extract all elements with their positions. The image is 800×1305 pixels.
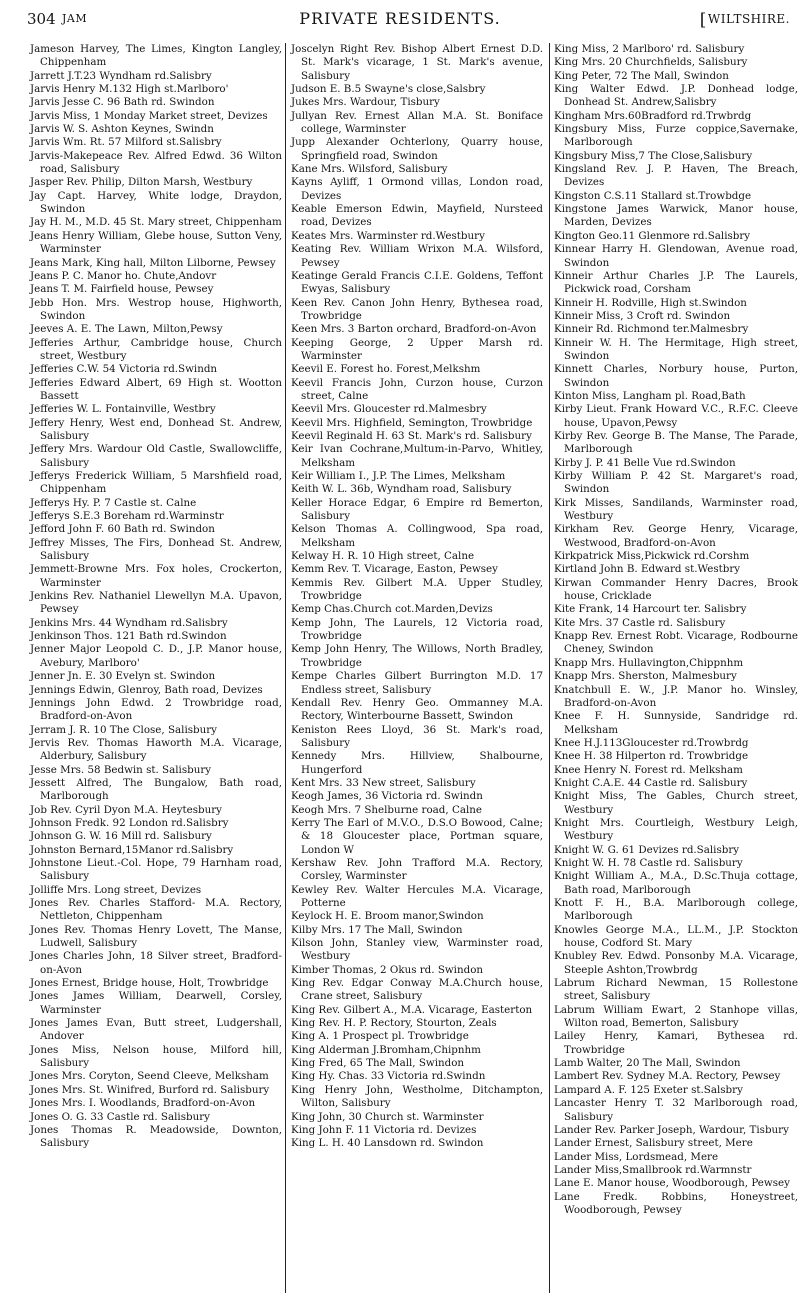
resident-entry: Jay H. M., M.D. 45 St. Mary street, Chippenham xyxy=(30,216,282,229)
resident-entry: Jeans P. C. Manor ho. Chute,Andovr xyxy=(30,269,217,282)
resident-entry: Kinnett Charles, Norbury house, Purton, Swindon xyxy=(554,363,798,389)
resident-entry: Keogh James, 36 Victoria rd. Swindn xyxy=(291,790,483,803)
resident-entry: Jay Capt. Harvey, White lodge, Draydon, Swindon xyxy=(30,189,282,216)
resident-entry: Jolliffe Mrs. Long street, Devizes xyxy=(30,883,202,896)
resident-entry: Jerram J. R. 10 The Close, Salisbury xyxy=(30,723,217,736)
resident-entry: Jones Rev. Charles Stafford- M.A. Rectory, Nettleton, Chippenham xyxy=(30,897,282,923)
resident-entry: Jeffery Henry, West end, Donhead St. Andrew, Salisbury xyxy=(30,416,282,442)
resident-entry: Kennedy Mrs. Hillview, Shalbourne, Hungerford xyxy=(291,750,543,776)
resident-entry: Johnstone Lieut.-Col. Hope, 79 Harnham road, Salisbury xyxy=(30,856,282,883)
resident-entry: Kemp John Henry, The Willows, North Bradley, Trowbridge xyxy=(291,643,543,669)
resident-entry: Kirk Misses, Sandilands, Warminster road, Westbury xyxy=(554,496,798,523)
resident-entry: Jones Mrs. I. Woodlands, Bradford-on-Avon xyxy=(30,1097,256,1110)
resident-entry: Lane Fredk. Robbins, Honeystreet, Woodborough, Pewsey xyxy=(554,1190,798,1216)
resident-entry: Lancaster Henry T. 32 Marlborough road, Salisbury xyxy=(554,1097,798,1123)
resident-entry: Knubley Rev. Edwd. Ponsonby M.A. Vicarage, Steeple Ashton,Trowbrdg xyxy=(554,950,798,976)
resident-entry: Jennings Edwin, Glenroy, Bath road, Devizes xyxy=(30,683,263,696)
resident-entry: Keevil Reginald H. 63 St. Mark's rd. Salisbury xyxy=(291,429,532,442)
resident-entry: Lamb Walter, 20 The Mall, Swindon xyxy=(554,1057,741,1070)
resident-entry: Knapp Rev. Ernest Robt. Vicarage, Rodbourne Cheney, Swindon xyxy=(554,630,798,656)
resident-entry: Kingston C.S.11 Stallard st.Trowbdge xyxy=(554,189,752,202)
resident-entry: Keen Mrs. 3 Barton orchard, Bradford-on-Avon xyxy=(291,323,537,336)
resident-entry: Jebb Hon. Mrs. Westrop house, Highworth, Swindon xyxy=(30,296,282,322)
resident-entry: Jasper Rev. Philip, Dilton Marsh, Westbury xyxy=(30,176,253,189)
resident-entry: Jenner Major Leopold C. D., J.P. Manor house, Avebury, Marlboro' xyxy=(30,643,282,669)
resident-entry: Knee F. H. Sunnyside, Sandridge rd. Melksham xyxy=(554,710,798,736)
resident-entry: Johnson Fredk. 92 London rd.Salisbry xyxy=(30,816,229,829)
resident-entry: King A. 1 Prospect pl. Trowbridge xyxy=(291,1030,469,1043)
resident-entry: Kayns Ayliff, 1 Ormond villas, London road, Devizes xyxy=(291,176,543,202)
resident-entry: Jones Ernest, Bridge house, Holt, Trowbridge xyxy=(30,977,269,990)
column-1 xyxy=(30,43,282,1151)
resident-entry: Knapp Mrs. Sherston, Malmesbury xyxy=(554,670,737,683)
resident-entry: Keith W. L. 36b, Wyndham road, Salisbury xyxy=(291,483,512,496)
county-heading xyxy=(699,10,790,30)
resident-entry: Jarvis Wm. Rt. 57 Milford st.Salisbry xyxy=(30,136,222,149)
resident-entry: Knee H.J.113Gloucester rd.Trowbrdg xyxy=(554,736,749,749)
resident-entry: Knight Mrs. Courtleigh, Westbury Leigh, Westbury xyxy=(554,816,798,843)
resident-entry: Jones James William, Dearwell, Corsley, Warminster xyxy=(30,990,282,1016)
resident-entry: Jefferys S.E.3 Boreham rd.Warminstr xyxy=(30,510,224,523)
resident-entry: Keates Mrs. Warminster rd.Westbury xyxy=(291,229,485,242)
resident-entry: Jennings John Edwd. 2 Trowbridge road, Bradford-on-Avon xyxy=(30,696,282,723)
resident-entry: Jarvis Jesse C. 96 Bath rd. Swindon xyxy=(30,96,215,109)
resident-entry: Knight C.A.E. 44 Castle rd. Salisbury xyxy=(554,776,748,789)
resident-entry: King Hy. Chas. 33 Victoria rd.Swindn xyxy=(291,1070,486,1083)
resident-entry: Knowles George M.A., LL.M., J.P. Stockton house, Codford St. Mary xyxy=(554,923,798,950)
resident-entry: Kilson John, Stanley view, Warminster road, Westbury xyxy=(291,937,543,963)
resident-entry: Kewley Rev. Walter Hercules M.A. Vicarage, Potterne xyxy=(291,883,543,909)
resident-entry: Kington Geo.11 Glenmore rd.Salisbry xyxy=(554,229,751,242)
resident-entry: Kent Mrs. 33 New street, Salisbury xyxy=(291,776,476,789)
resident-entry: Knott F. H., B.A. Marlborough college, Marlborough xyxy=(554,897,798,923)
resident-entry: Kershaw Rev. John Trafford M.A. Rectory, Corsley, Warminster xyxy=(291,856,543,883)
resident-entry: King Miss, 2 Marlboro' rd. Salisbury xyxy=(554,43,745,55)
resident-entry: Jessett Alfred, The Bungalow, Bath road, Marlborough xyxy=(30,776,282,803)
resident-entry: King Peter, 72 The Mall, Swindon xyxy=(554,69,729,82)
resident-entry: Kinton Miss, Langham pl. Road,Bath xyxy=(554,389,746,402)
resident-entry: Kinneir Rd. Richmond ter.Malmesbry xyxy=(554,323,749,336)
resident-entry: Jemmett-Browne Mrs. Fox holes, Crockerton, Warminster xyxy=(30,563,282,589)
resident-entry: Knight Miss, The Gables, Church street, Westbury xyxy=(554,790,798,816)
resident-entry: Keating Rev. William Wrixon M.A. Wilsford, Pewsey xyxy=(291,243,543,269)
resident-entry: Kemm Rev. T. Vicarage, Easton, Pewsey xyxy=(291,563,498,576)
resident-entry: Kempe Charles Gilbert Burrington M.D. 17 Endless street, Salisbury xyxy=(291,670,543,696)
resident-entry: Kemmis Rev. Gilbert M.A. Upper Studley, Trowbridge xyxy=(291,576,543,603)
resident-entry: Lander Miss,Smallbrook rd.Warmnstr xyxy=(554,1163,752,1176)
resident-entry: Jones Thomas R. Meadowside, Downton, Salisbury xyxy=(30,1123,282,1150)
resident-entry: Kinnear Harry H. Glendowan, Avenue road, Swindon xyxy=(554,243,798,269)
resident-entry: Jervis Rev. Thomas Haworth M.A. Vicarage, Alderbury, Salisbury xyxy=(30,736,282,763)
resident-entry: Jarvis Henry M.132 High st.Marlboro' xyxy=(30,83,229,96)
resident-entry: Kingham Mrs.60Bradford rd.Trwbrdg xyxy=(554,109,752,122)
resident-entry: Kirby Lieut. Frank Howard V.C., R.F.C. Cleeve house, Upavon,Pewsy xyxy=(554,403,798,429)
resident-entry: Keir Ivan Cochrane,Multum-in-Parvo, Whitley, Melksham xyxy=(291,443,543,469)
resident-entry: Kinneir H. Rodville, High st.Swindon xyxy=(554,296,747,309)
resident-entry: Kelson Thomas A. Collingwood, Spa road, Melksham xyxy=(291,523,543,549)
resident-entry: Johnston Bernard,15Manor rd.Salisbry xyxy=(30,843,234,856)
resident-entry: Jarvis Miss, 1 Monday Market street, Devizes xyxy=(30,109,268,122)
resident-entry: Lander Ernest, Salisbury street, Mere xyxy=(554,1137,753,1150)
resident-entry: Kimber Thomas, 2 Okus rd. Swindon xyxy=(291,963,484,976)
resident-entry: Kingsland Rev. J. P. Haven, The Breach, Devizes xyxy=(554,163,798,189)
resident-entry: Jefferies C.W. 54 Victoria rd.Swindn xyxy=(30,363,218,376)
page-number: 304 xyxy=(27,10,56,28)
resident-entry: Labrum Richard Newman, 15 Rollestone street, Salisbury xyxy=(554,977,798,1003)
resident-entry: Jupp Alexander Ochterlony, Quarry house, Springfield road, Swindon xyxy=(291,136,543,162)
resident-entry: Keevil Mrs. Gloucester rd.Malmesbry xyxy=(291,403,487,416)
resident-entry: Keeping George, 2 Upper Marsh rd. Warminster xyxy=(291,336,543,362)
resident-entry: Lander Miss, Lordsmead, Mere xyxy=(554,1150,719,1163)
column-2 xyxy=(291,43,543,1151)
resident-entry: Knee Henry N. Forest rd. Melksham xyxy=(554,763,743,776)
resident-entry: Jarrett J.T.23 Wyndham rd.Salisbry xyxy=(30,69,212,82)
resident-entry: Kemp Chas.Church cot.Marden,Devizs xyxy=(291,603,493,616)
resident-entry: Jenner Jn. E. 30 Evelyn st. Swindon xyxy=(30,670,216,683)
resident-entry: Kerry The Earl of M.V.O., D.S.O Bowood, Calne; & 18 Gloucester place, Portman square, London W xyxy=(291,816,543,856)
resident-entry: Kendall Rev. Henry Geo. Ommanney M.A. Rectory, Winterbourne Bassett, Swindon xyxy=(291,696,543,723)
resident-entry: Kirby William P. 42 St. Margaret's road, Swindon xyxy=(554,470,798,496)
catchword: JAM xyxy=(62,12,88,25)
resident-entry: King Henry John, Westholme, Ditchampton, Wilton, Salisbury xyxy=(291,1083,543,1110)
resident-entry: Kingsbury Miss, Furze coppice,Savernake, Marlborough xyxy=(554,123,798,149)
resident-entry: Jeeves A. E. The Lawn, Milton,Pewsy xyxy=(30,323,223,336)
resident-entry: Kite Mrs. 37 Castle rd. Salisbury xyxy=(554,616,726,629)
resident-entry: King Rev. Gilbert A., M.A. Vicarage, Easterton xyxy=(291,1003,533,1016)
resident-entry: Knight W. H. 78 Castle rd. Salisbury xyxy=(554,856,743,869)
resident-entry: Judson E. B.5 Swayne's close,Salsbry xyxy=(291,83,486,96)
resident-entry: King Mrs. 20 Churchfields, Salisbury xyxy=(554,56,748,69)
resident-entry: Jones O. G. 33 Castle rd. Salisbury xyxy=(30,1110,210,1123)
resident-entry: Keevil E. Forest ho. Forest,Melkshm xyxy=(291,363,481,376)
resident-entry: Jenkins Rev. Nathaniel Llewellyn M.A. Upavon, Pewsey xyxy=(30,590,282,616)
resident-entry: Job Rev. Cyril Dyon M.A. Heytesbury xyxy=(30,803,223,816)
resident-entry: Keogh Mrs. 7 Shelburne road, Calne xyxy=(291,803,482,816)
page-title: PRIVATE RESIDENTS. xyxy=(299,9,501,28)
resident-entry: Jenkins Mrs. 44 Wyndham rd.Salisbry xyxy=(30,616,228,629)
resident-entry: Kirtland John B. Edward st.Westbry xyxy=(554,563,741,576)
resident-entry: Joscelyn Right Rev. Bishop Albert Ernest D.D. St. Mark's vicarage, 1 St. Mark's avenue, Salisbury xyxy=(291,43,543,82)
column-3 xyxy=(554,43,798,1217)
resident-entry: Jarvis W. S. Ashton Keynes, Swindn xyxy=(30,123,214,136)
column-divider xyxy=(549,43,550,1293)
resident-entry: Keniston Rees Lloyd, 36 St. Mark's road, Salisbury xyxy=(291,723,543,749)
resident-entry: Jeans Mark, King hall, Milton Lilborne, Pewsey xyxy=(30,256,276,269)
resident-entry: Keller Horace Edgar, 6 Empire rd Bemerton, Salisbury xyxy=(291,496,543,523)
resident-entry: Keevil Francis John, Curzon house, Curzon street, Calne xyxy=(291,376,543,402)
resident-entry: Jefferies Edward Albert, 69 High st. Wootton Bassett xyxy=(30,376,282,402)
resident-entry: Jones Charles John, 18 Silver street, Bradford-on-Avon xyxy=(30,950,282,976)
resident-entry: King Fred, 65 The Mall, Swindon xyxy=(291,1057,465,1070)
resident-entry: Jones Mrs. St. Winifred, Burford rd. Salisbury xyxy=(30,1083,270,1096)
resident-entry: Keen Rev. Canon John Henry, Bythesea road, Trowbridge xyxy=(291,296,543,322)
resident-entry: Knight William A., M.A., D.Sc.Thuja cottage, Bath road, Marlborough xyxy=(554,870,798,896)
resident-entry: Jones James Evan, Butt street, Ludgershall, Andover xyxy=(30,1017,282,1043)
resident-entry: Kingstone James Warwick, Manor house, Marden, Devizes xyxy=(554,203,798,229)
resident-entry: Kite Frank, 14 Harcourt ter. Salisbry xyxy=(554,603,747,616)
resident-entry: Knee H. 38 Hilperton rd. Trowbridge xyxy=(554,750,749,763)
resident-entry: Kinneir Miss, 3 Croft rd. Swindon xyxy=(554,309,731,322)
resident-entry: Jukes Mrs. Wardour, Tisbury xyxy=(291,96,440,109)
resident-entry: Kirby J. P. 41 Belle Vue rd.Swindon xyxy=(554,456,736,469)
resident-entry: Jeans Henry William, Glebe house, Sutton Veny, Warminster xyxy=(30,229,282,256)
resident-entry: Kirkham Rev. George Henry, Vicarage, Westwood, Bradford-on-Avon xyxy=(554,523,798,549)
resident-entry: Jones Mrs. Coryton, Seend Cleeve, Melksham xyxy=(30,1070,269,1083)
resident-entry: Keylock H. E. Broom manor,Swindon xyxy=(291,910,484,923)
resident-entry: Kane Mrs. Wilsford, Salisbury xyxy=(291,163,448,176)
column-divider xyxy=(285,43,286,1293)
resident-entry: Kingsbury Miss,7 The Close,Salisbury xyxy=(554,149,753,162)
resident-entry: Jefferys Frederick William, 5 Marshfield road, Chippenham xyxy=(30,470,282,496)
resident-entry: Lambert Rev. Sydney M.A. Rectory, Pewsey xyxy=(554,1070,781,1083)
resident-entry: Lampard A. F. 125 Exeter st.Salsbry xyxy=(554,1083,743,1096)
resident-entry: King John F. 11 Victoria rd. Devizes xyxy=(291,1123,477,1136)
resident-entry: King Rev. Edgar Conway M.A.Church house, Crane street, Salisbury xyxy=(291,977,543,1003)
resident-entry: Johnson G. W. 16 Mill rd. Salisbury xyxy=(30,830,212,843)
resident-entry: Lailey Henry, Kamari, Bythesea rd. Trowbridge xyxy=(554,1030,798,1056)
resident-entry: Kinneir Arthur Charles J.P. The Laurels, Pickwick road, Corsham xyxy=(554,269,798,296)
county-label: WILTSHIRE. xyxy=(707,12,790,26)
bracket-glyph: [ xyxy=(699,10,707,30)
resident-entry: Jefferies W. L. Fontainville, Westbry xyxy=(30,403,216,416)
resident-entry: King Rev. H. P. Rectory, Stourton, Zeals xyxy=(291,1017,497,1030)
resident-entry: King L. H. 40 Lansdown rd. Swindon xyxy=(291,1137,484,1150)
resident-entry: Jameson Harvey, The Limes, Kington Langley, Chippenham xyxy=(30,43,282,69)
resident-entry: Kinneir W. H. The Hermitage, High street, Swindon xyxy=(554,336,798,362)
resident-entry: Jefford John F. 60 Bath rd. Swindon xyxy=(30,523,215,536)
resident-entry: Jones Miss, Nelson house, Milford hill, Salisbury xyxy=(30,1043,282,1070)
resident-entry: Kemp John, The Laurels, 12 Victoria road, Trowbridge xyxy=(291,616,543,643)
resident-entry: Jeans T. M. Fairfield house, Pewsey xyxy=(30,283,214,296)
resident-entry: King Walter Edwd. J.P. Donhead lodge, Donhead St. Andrew,Salisbry xyxy=(554,83,798,109)
resident-entry: Jullyan Rev. Ernest Allan M.A. St. Boniface college, Warminster xyxy=(291,109,543,136)
resident-entry: Jones Rev. Thomas Henry Lovett, The Manse, Ludwell, Salisbury xyxy=(30,923,282,950)
resident-entry: Kirkpatrick Miss,Pickwick rd.Corshm xyxy=(554,550,750,563)
resident-entry: King John, 30 Church st. Warminster xyxy=(291,1110,484,1123)
resident-entry: Jeffery Mrs. Wardour Old Castle, Swallowcliffe, Salisbury xyxy=(30,443,282,469)
resident-entry: Kirwan Commander Henry Dacres, Brook house, Cricklade xyxy=(554,576,798,603)
resident-entry: Jefferys Hy. P. 7 Castle st. Calne xyxy=(30,496,197,509)
resident-entry: Knapp Mrs. Hullavington,Chippnhm xyxy=(554,656,744,669)
resident-entry: Lane E. Manor house, Woodborough, Pewsey xyxy=(554,1177,790,1190)
resident-entry: Jarvis-Makepeace Rev. Alfred Edwd. 36 Wilton road, Salisbury xyxy=(30,149,282,176)
directory-columns xyxy=(30,43,800,1305)
resident-entry: Jefferies Arthur, Cambridge house, Church street, Westbury xyxy=(30,336,282,362)
page-header xyxy=(0,8,800,32)
resident-entry: Kelway H. R. 10 High street, Calne xyxy=(291,550,475,563)
resident-entry: Keable Emerson Edwin, Mayfield, Nursteed road, Devizes xyxy=(291,203,543,229)
resident-entry: Labrum William Ewart, 2 Stanhope villas, Wilton road, Bemerton, Salisbury xyxy=(554,1003,798,1030)
resident-entry: Jenkinson Thos. 121 Bath rd.Swindon xyxy=(30,630,227,643)
resident-entry: King Alderman J.Bromham,Chipnhm xyxy=(291,1043,481,1056)
resident-entry: Lander Rev. Parker Joseph, Wardour, Tisbury xyxy=(554,1123,789,1136)
resident-entry: Kirby Rev. George B. The Manse, The Parade, Marlborough xyxy=(554,429,798,456)
resident-entry: Kilby Mrs. 17 The Mall, Swindon xyxy=(291,923,463,936)
resident-entry: Keir William I., J.P. The Limes, Melksham xyxy=(291,470,506,482)
resident-entry: Keevil Mrs. Highfield, Semington, Trowbridge xyxy=(291,416,533,429)
resident-entry: Keatinge Gerald Francis C.I.E. Goldens, Teffont Ewyas, Salisbury xyxy=(291,269,543,296)
resident-entry: Jesse Mrs. 58 Bedwin st. Salisbury xyxy=(30,763,212,776)
resident-entry: Jeffrey Misses, The Firs, Donhead St. Andrew, Salisbury xyxy=(30,536,282,563)
resident-entry: Knatchbull E. W., J.P. Manor ho. Winsley, Bradford-on-Avon xyxy=(554,683,798,709)
resident-entry: Knight W. G. 61 Devizes rd.Salisbry xyxy=(554,843,740,856)
